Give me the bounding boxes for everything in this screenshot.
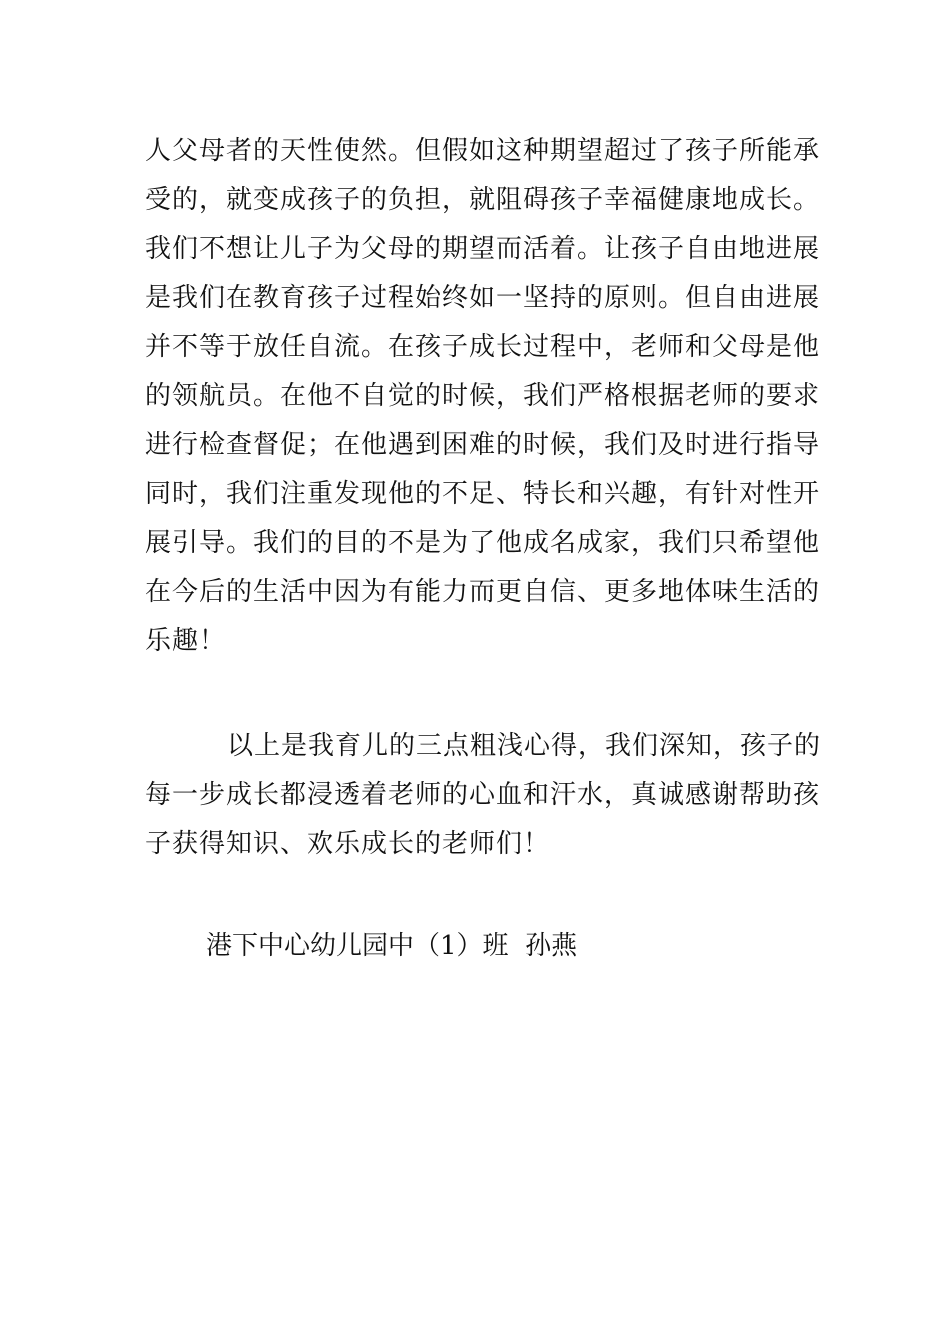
paragraph-line: 我们不想让儿子为父母的期望而活着。让孩子自由地进展 (145, 234, 821, 264)
paragraph-line: 并不等于放任自流。在孩子成长过程中，老师和父母是他 (145, 332, 821, 362)
paragraph-line: 是我们在教育孩子过程始终如一坚持的原则。但自由进展 (145, 283, 821, 313)
paragraph-line: 人父母者的天性使然。但假如这种期望超过了孩子所能承 (145, 136, 821, 166)
paragraph-line: 进行检查督促；在他遇到困难的时候，我们及时进行指导 (145, 430, 821, 460)
paragraph-line: 同时，我们注重发现他的不足、特长和兴趣，有针对性开 (145, 479, 821, 509)
paragraph-1 (145, 127, 821, 666)
paragraph-line: 展引导。我们的目的不是为了他成名成家，我们只希望他 (145, 528, 821, 558)
paragraph-line: 每一步成长都浸透着老师的心血和汗水，真诚感谢帮助孩 (145, 780, 821, 810)
paragraph-line: 在今后的生活中因为有能力而更自信、更多地体味生活的 (145, 577, 821, 607)
paragraph-line: 子获得知识、欢乐成长的老师们！ (145, 829, 551, 859)
paragraph-line: 以上是我育儿的三点粗浅心得，我们深知，孩子的 (227, 731, 822, 761)
paragraph-line: 乐趣！ (145, 626, 227, 656)
paragraph-2 (145, 722, 822, 869)
paragraph-line: 受的，就变成孩子的负担，就阻碍孩子幸福健康地成长。 (145, 185, 821, 215)
signature: 港下中心幼儿园中（1）班 孙燕 (206, 931, 578, 961)
paragraph-line: 的领航员。在他不自觉的时候，我们严格根据老师的要求 (145, 381, 821, 411)
